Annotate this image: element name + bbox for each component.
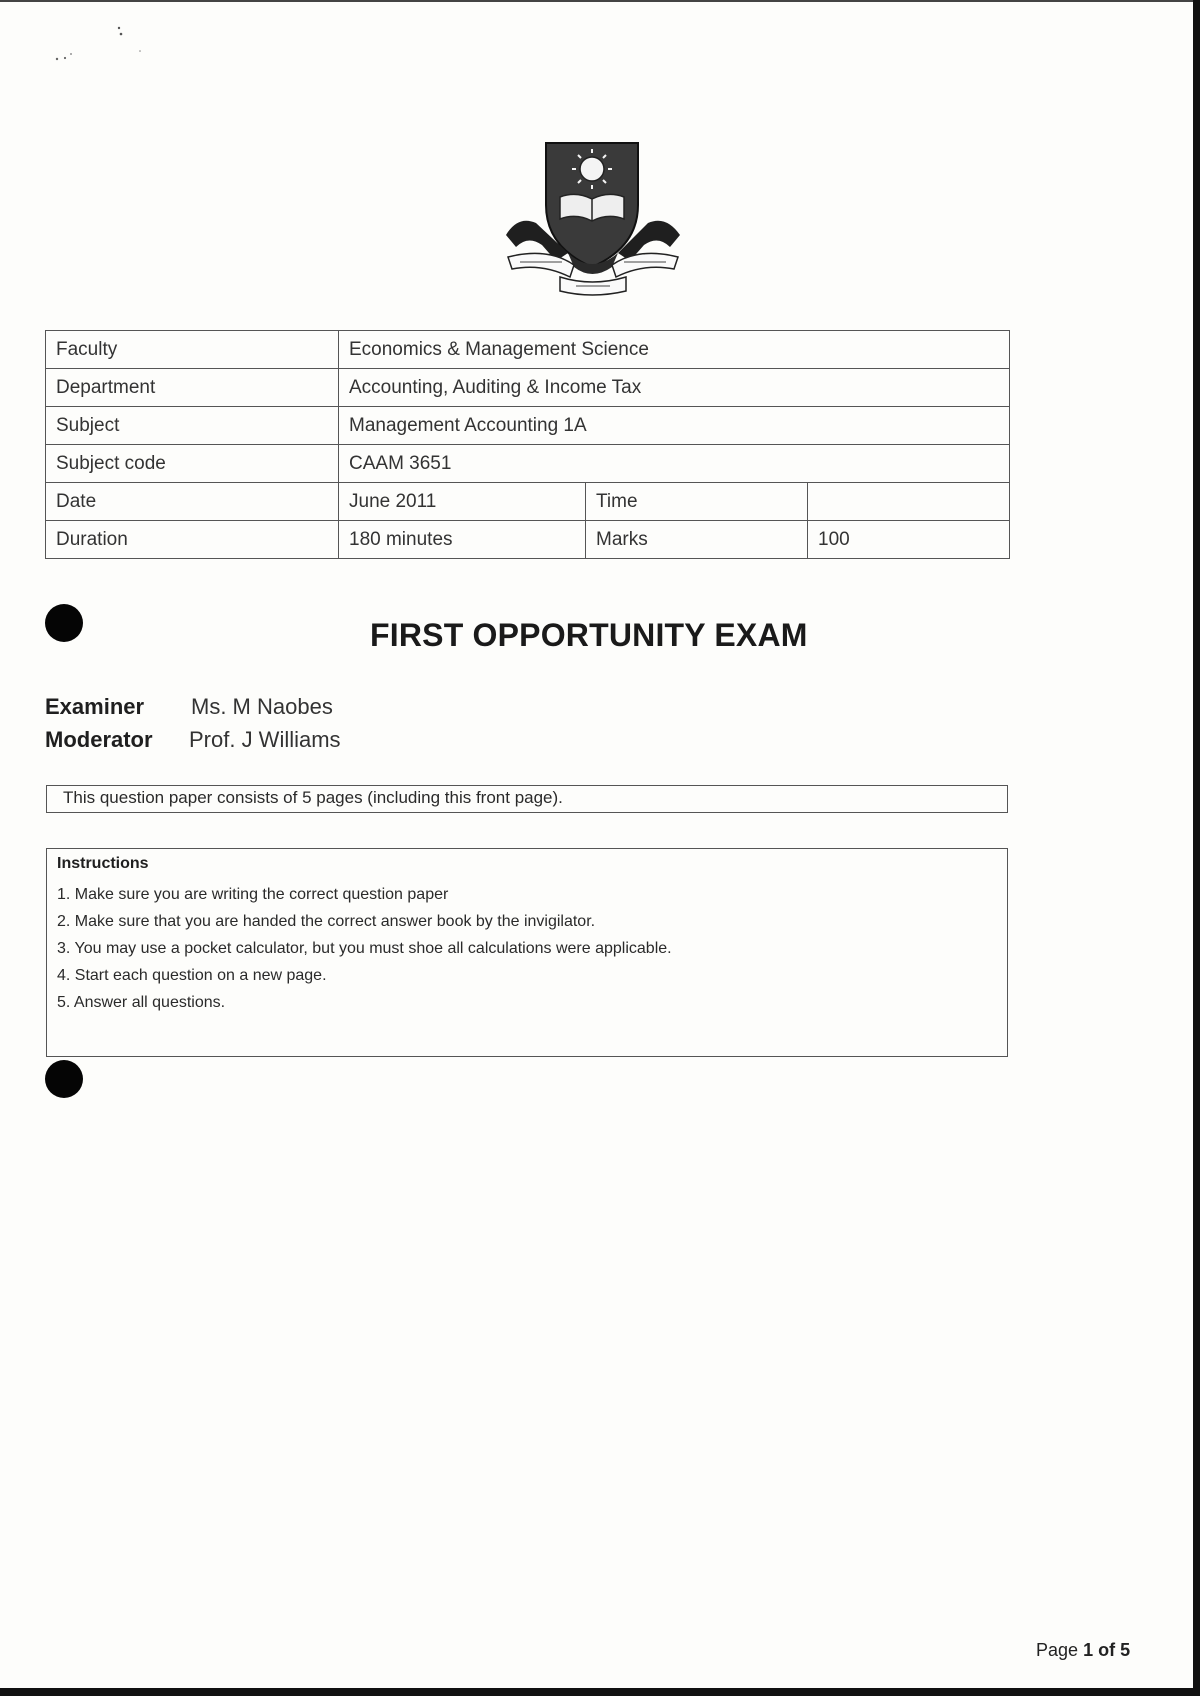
exam-title: FIRST OPPORTUNITY EXAM xyxy=(370,617,808,653)
moderator-label: Moderator xyxy=(45,727,153,752)
university-crest xyxy=(498,135,688,305)
page-total: 5 xyxy=(1120,1640,1131,1660)
duration-label: Duration xyxy=(46,521,339,559)
marks-label: Marks xyxy=(586,521,808,559)
list-item: 4. Start each question on a new page. xyxy=(57,967,327,984)
instructions-box xyxy=(46,848,1008,1057)
subject-code-value: CAAM 3651 xyxy=(339,445,1010,483)
table-row xyxy=(46,407,1010,445)
examiner-name: Ms. M Naobes xyxy=(191,694,333,719)
date-label: Date xyxy=(46,483,339,521)
moderator-name: Prof. J Williams xyxy=(189,727,341,752)
date-value: June 2011 xyxy=(339,483,586,521)
table-row xyxy=(46,483,1010,521)
page-label: Page xyxy=(1036,1640,1079,1660)
list-item: 2. Make sure that you are handed the correct answer book by the invigilator. xyxy=(57,913,596,930)
scan-specks xyxy=(45,25,145,65)
punch-hole-top xyxy=(45,604,83,642)
examiner-label: Examiner xyxy=(45,694,145,719)
scan-edge-top xyxy=(0,0,1200,2)
page-of: of xyxy=(1098,1640,1116,1660)
list-item: 5. Answer all questions. xyxy=(57,994,226,1011)
faculty-value: Economics & Management Science xyxy=(339,331,1010,369)
subject-code-label: Subject code xyxy=(46,445,339,483)
table-row xyxy=(46,331,1010,369)
list-item: 1. Make sure you are writing the correct question paper xyxy=(57,886,449,903)
time-label: Time xyxy=(586,483,808,521)
exam-info-table xyxy=(45,330,1010,559)
page-number xyxy=(1036,1640,1130,1661)
department-label: Department xyxy=(46,369,339,407)
scan-edge-right xyxy=(1193,0,1200,1696)
page-current: 1 xyxy=(1083,1640,1094,1660)
subject-value: Management Accounting 1A xyxy=(339,407,1010,445)
table-row xyxy=(46,369,1010,407)
table-row xyxy=(46,521,1010,559)
instructions-list xyxy=(57,881,997,1016)
punch-hole-bottom xyxy=(45,1060,83,1098)
marks-value: 100 xyxy=(808,521,1010,559)
department-value: Accounting, Auditing & Income Tax xyxy=(339,369,1010,407)
subject-label: Subject xyxy=(46,407,339,445)
pages-note: This question paper consists of 5 pages (including this front page). xyxy=(46,785,1008,813)
list-item: 3. You may use a pocket calculator, but you must shoe all calculations were applicable. xyxy=(57,940,672,957)
faculty-label: Faculty xyxy=(46,331,339,369)
table-row xyxy=(46,445,1010,483)
time-value xyxy=(808,483,1010,521)
instructions-title: Instructions xyxy=(57,855,149,872)
duration-value: 180 minutes xyxy=(339,521,586,559)
examiner-block xyxy=(45,690,341,756)
scan-edge-bottom xyxy=(0,1688,1200,1696)
